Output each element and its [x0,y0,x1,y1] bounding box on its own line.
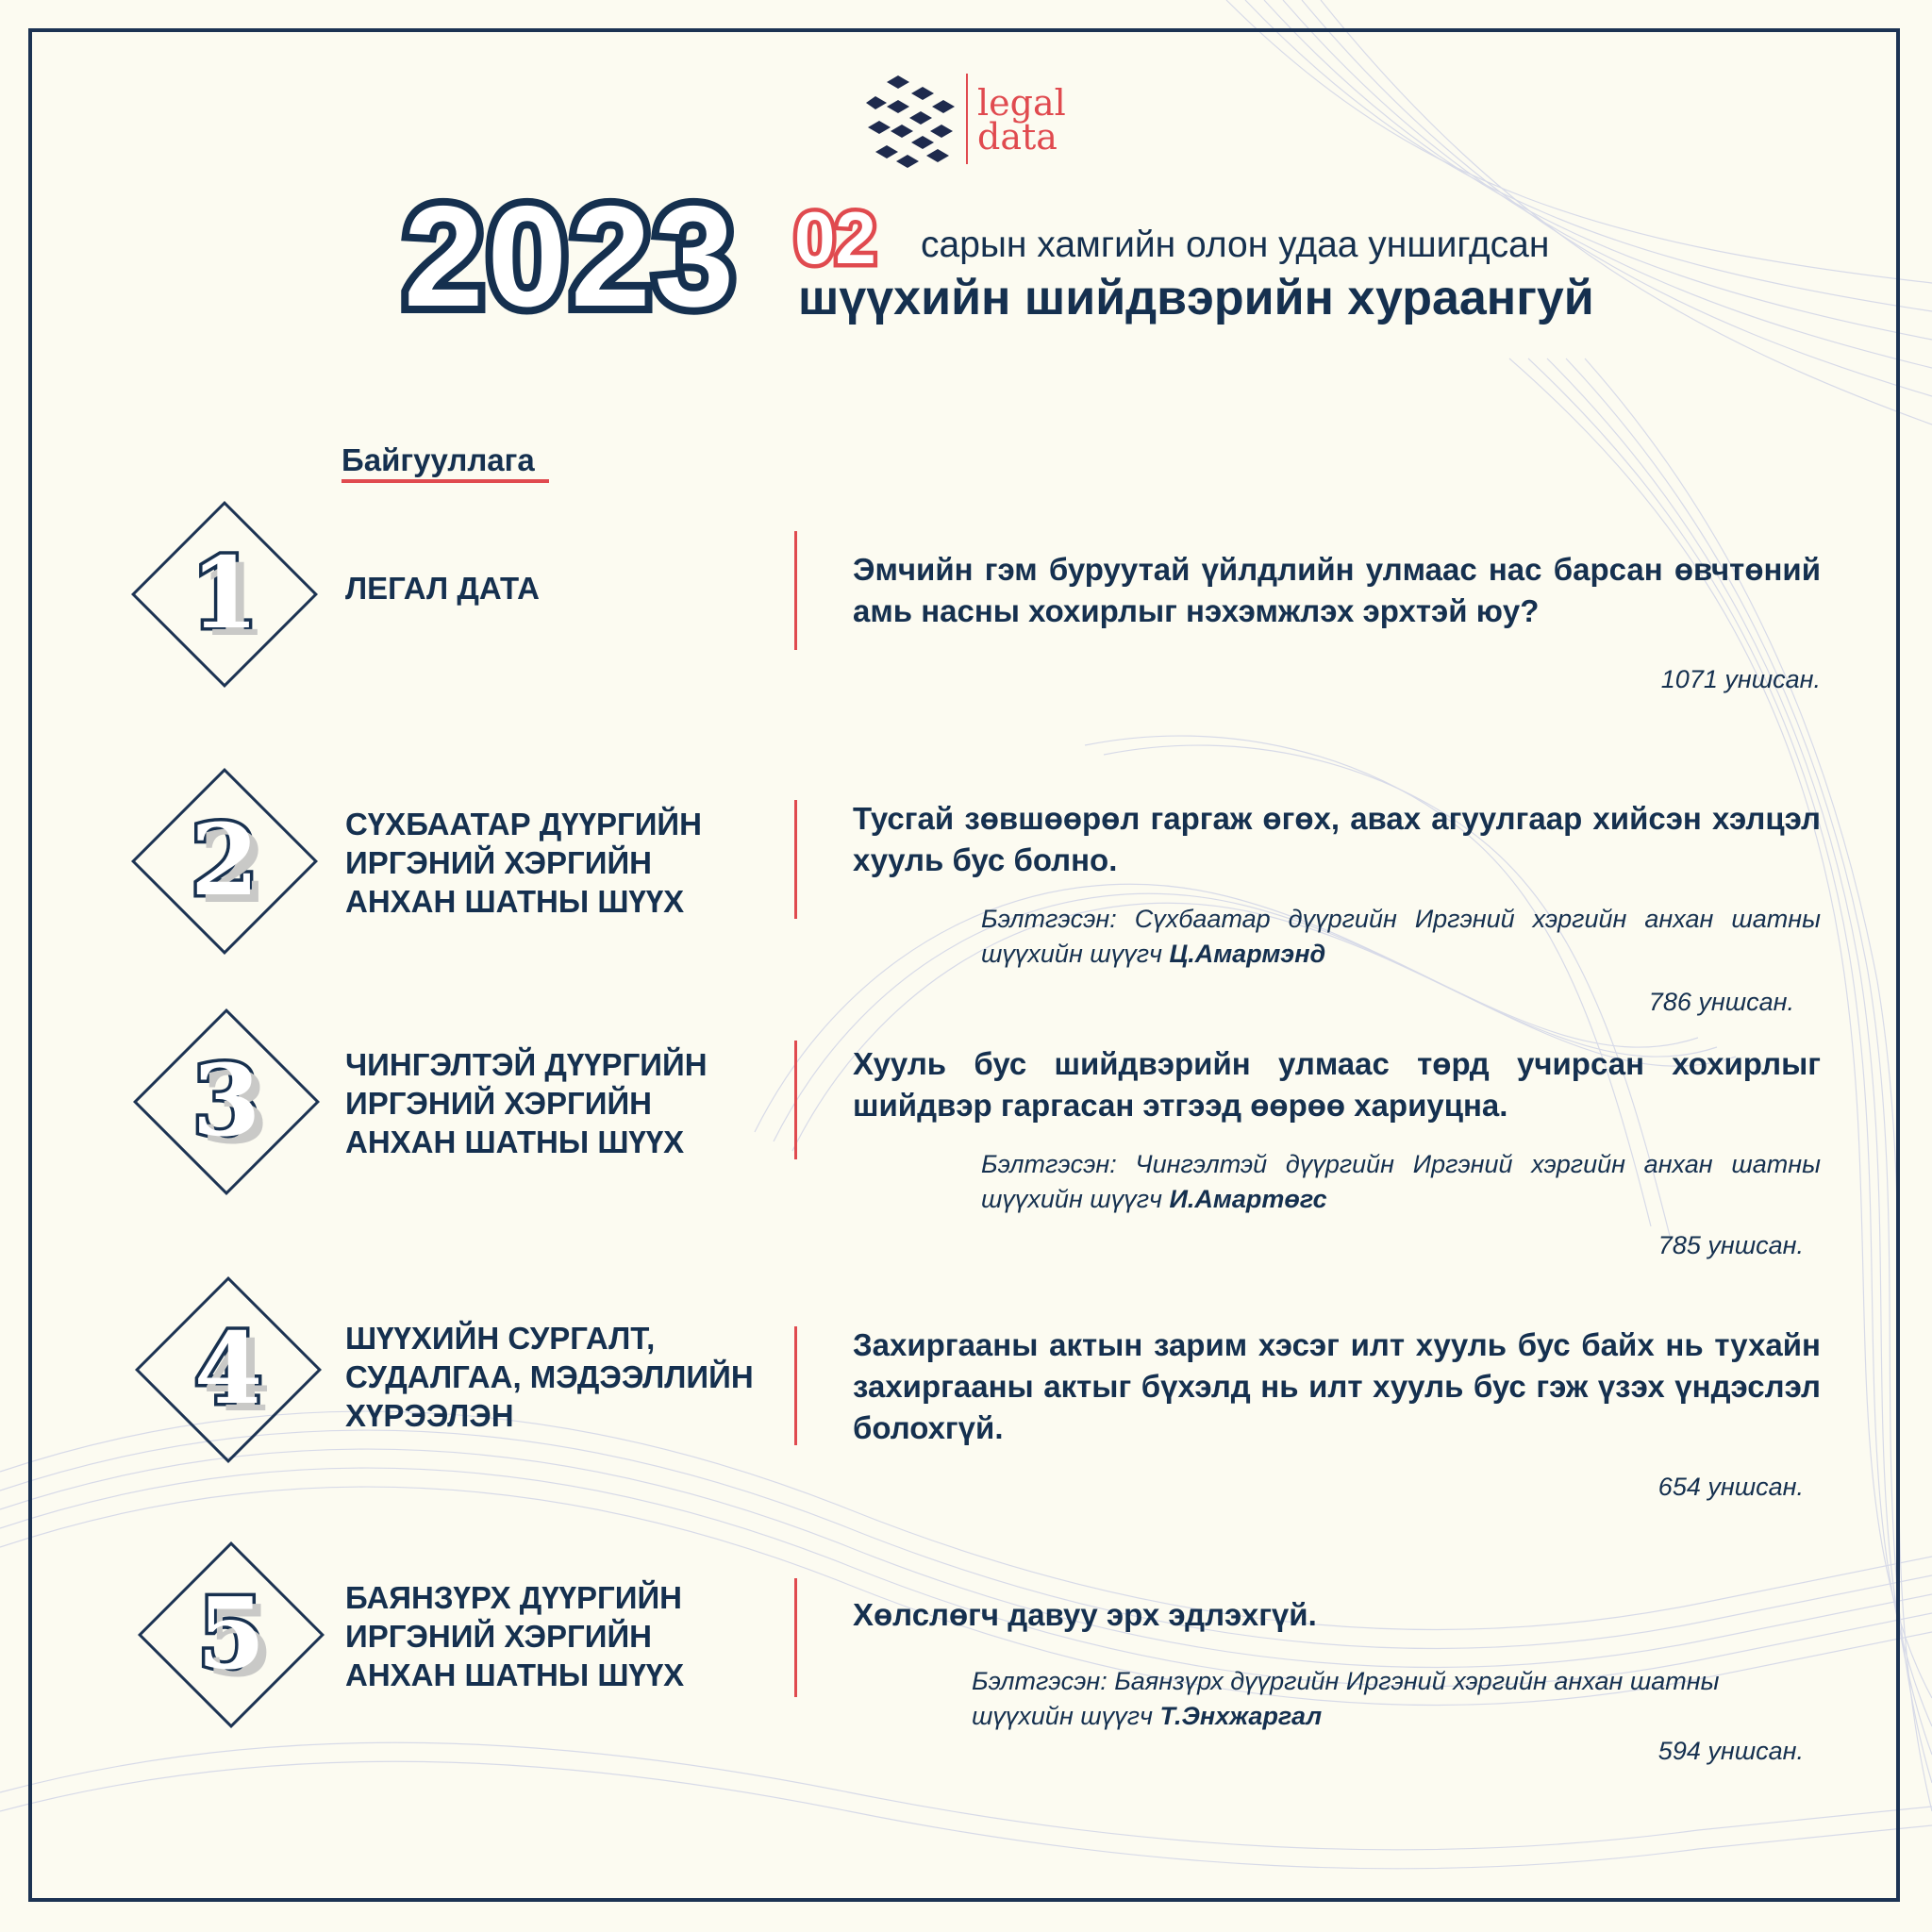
logo-word-legal: legal [977,82,1066,124]
prepared-by-2 [981,902,1821,972]
organization-2: СҮХБААТАР ДҮҮРГИЙН ИРГЭНИЙ ХЭРГИЙН АНХАН ШАТНЫ ШҮҮХ [345,807,702,919]
read-count-4: 654 уншсан. [1657,1473,1804,1501]
header-month: 02 [794,196,876,279]
decision-headline-5: Хөлслөгч давуу эрх эдлэхгүй. [853,1597,1317,1632]
prepared-by-text-3: Бэлтгэсэн: Чингэлтэй дүүргийн Иргэний хэргийн анхан шатны шүүхийн шүүгч [981,1150,1821,1213]
header-title-line1: сарын хамгийн олон удаа уншигдсан [921,225,1550,265]
judge-name-2: Ц.Амармэнд [1169,940,1326,968]
header-year: 2023 [404,176,739,337]
divider-line-5 [794,1578,797,1697]
logo-divider [966,74,968,164]
read-count-3: 785 уншсан. [1657,1231,1804,1259]
rank-number-1: 1 [190,535,259,651]
decision-headline-1: Эмчийн гэм буруутай үйлдлийн улмаас нас барсан өвчтөний амь насны хохирлыг нэхэмжлэх эрхтэй юу? [853,552,1821,628]
header-title-line2: шүүхийн шийдвэрийн хураангуй [798,271,1594,325]
rank-number-4: 4 [193,1310,263,1426]
legal-data-cube-logo-icon [866,74,957,172]
organization-4: ШҮҮХИЙН СУРГАЛТ, СУДАЛГАА, МЭДЭЭЛЛИЙН ХҮРЭЭЛЭН [345,1321,754,1433]
prepared-by-5 [972,1664,1821,1734]
rank-number-5: 5 [196,1575,266,1691]
organization-3: ЧИНГЭЛТЭЙ ДҮҮРГИЙН ИРГЭНИЙ ХЭРГИЙН АНХАН ШАТНЫ ШҮҮХ [345,1047,708,1159]
rank-number-2: 2 [190,802,259,918]
decision-headline-4: Захиргааны актын зарим хэсэг илт хууль бус байх нь тухайн захиргааны актыг бүхэлд нь илт хууль бус гэж үзэх үндэслэл болохгүй. [853,1327,1821,1445]
section-label-underline [341,479,549,483]
rank-number-3: 3 [192,1042,261,1158]
prepared-by-text-2: Бэлтгэсэн: Сүхбаатар дүүргийн Иргэний хэргийн анхан шатны шүүхийн шүүгч [981,905,1821,968]
divider-line-4 [794,1326,797,1445]
divider-line-1 [794,531,797,650]
judge-name-3: И.Амартөгс [1169,1185,1327,1213]
organization-1: ЛЕГАЛ ДАТА [345,571,540,606]
judge-name-5: Т.Энхжаргал [1159,1702,1323,1730]
read-count-1: 1071 уншсан. [1660,665,1821,693]
divider-line-2 [794,800,797,919]
prepared-by-text-5: Бэлтгэсэн: Баянзүрх дүүргийн Иргэний хэргийн анхан шатны шүүхийн шүүгч [972,1667,1720,1730]
organization-5: БАЯНЗҮРХ ДҮҮРГИЙН ИРГЭНИЙ ХЭРГИЙН АНХАН ШАТНЫ ШҮҮХ [345,1580,685,1692]
logo-word-data: data [977,116,1058,158]
read-count-2: 786 уншсан. [1648,988,1794,1016]
decision-headline-3: Хууль бус шийдвэрийн улмаас төрд учирсан хохирлыг шийдвэр гаргасан этгээд өөрөө хариуцна. [853,1046,1821,1123]
read-count-5: 594 уншсан. [1657,1737,1804,1765]
decision-headline-2: Тусгай зөвшөөрөл гаргаж өгөх, авах агуулгаар хийсэн хэлцэл хууль бус болно. [853,801,1821,877]
section-label-organization: Байгууллага [341,442,535,477]
prepared-by-3 [981,1147,1821,1217]
divider-line-3 [794,1041,797,1159]
brand-logo [866,74,1074,177]
